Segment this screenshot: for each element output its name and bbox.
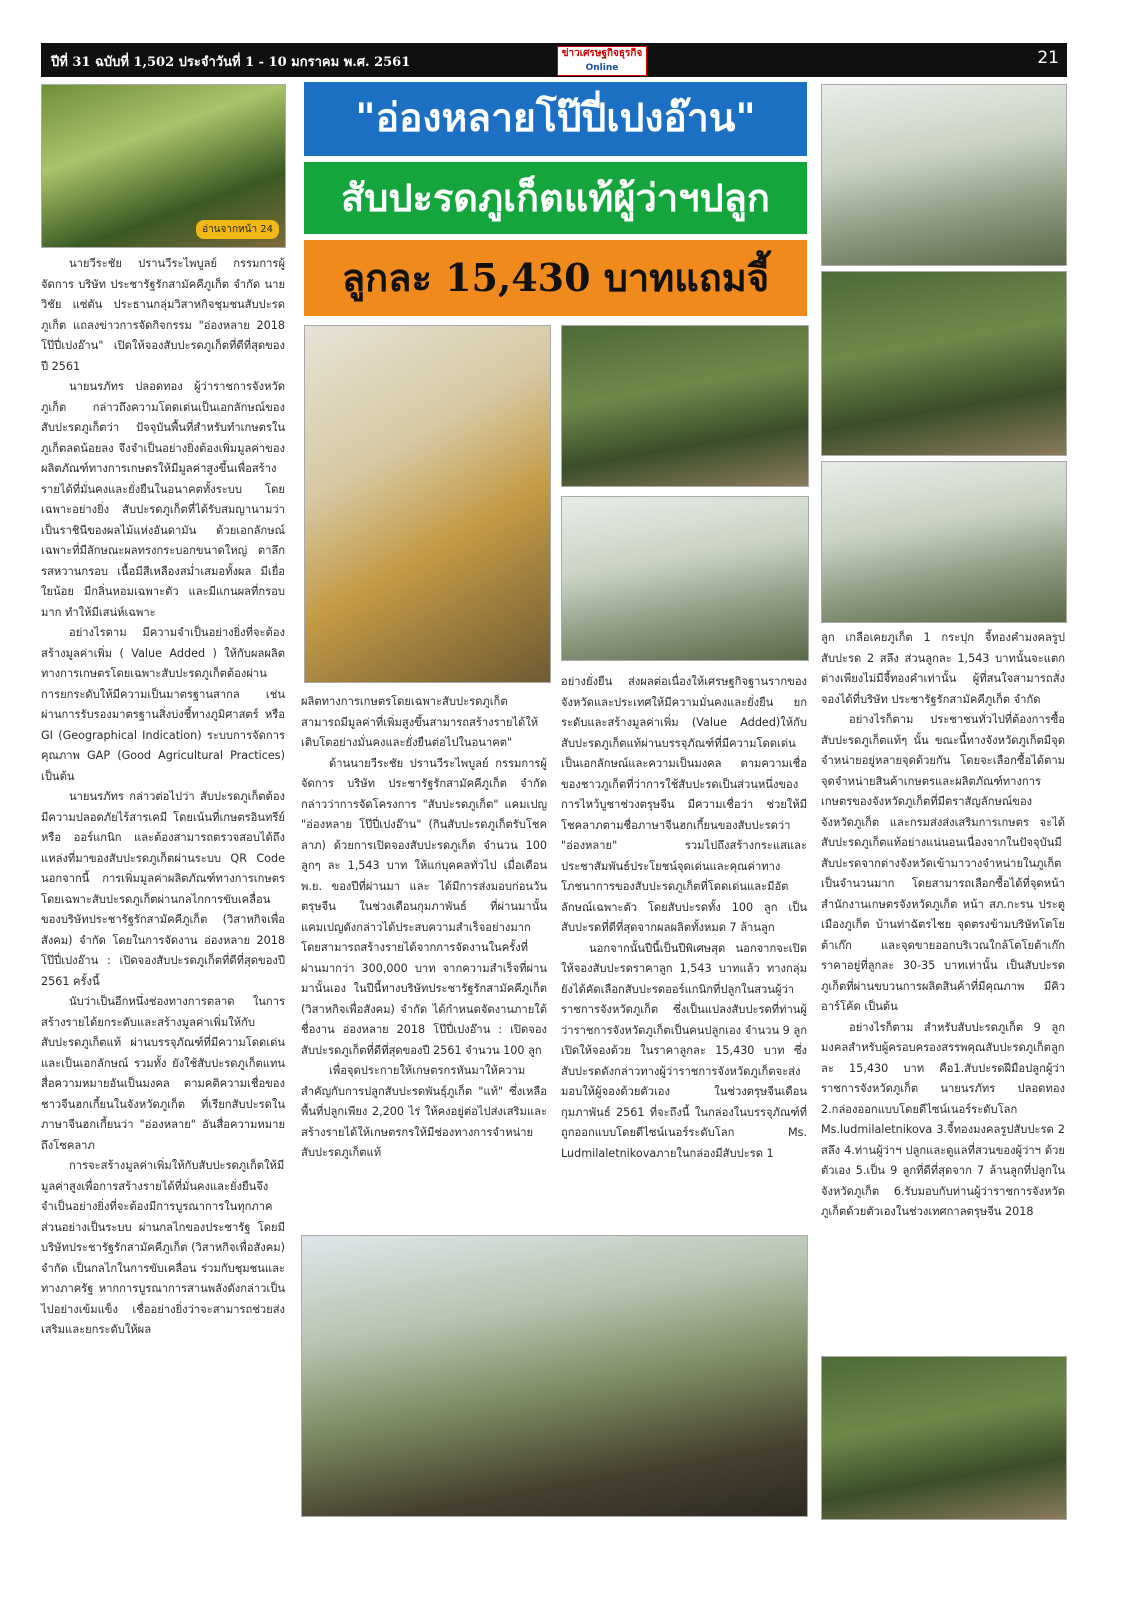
headline-line3: ลูกละ 15,430 บาทแถมจี้ xyxy=(304,240,807,316)
logo-text: ข่าวเศรษฐกิจธุรกิจ xyxy=(561,48,643,59)
paragraph: อย่างไรก็ตาม สำหรับสับปะรดภูเก็ต 9 ลูกมงคลสำหรับผู้ครอบครองสรรพคุณสับปะรดภูเก็ตลูกละ 15,430 บาท คือ1.สับปะรดฝีมือปลูกผู้ว่าราชการจังหวัดภูเก็ต นายนรภัทร ปลอดทอง 2.กล่องออกแบบโดยดีไซน์เนอร์ระดับโลก Ms.ludmilaletnikova 3.จี้ทองมงคลรูปสับปะรด 2 สลึง 4.ท่านผู้ว่าฯ ปลูกและดูแลที่สวนของผู้ว่าฯ ด้วยตัวเอง 5.เป็น 9 ลูกที่ดีที่สุดจาก 7 ล้านลูกที่ปลูกในจังหวัดภูเก็ต 6.รับมอบกับท่านผู้ว่าราชการจังหวัดภูเก็ตด้วยตัวเองในช่วงเทศกาลตรุษจีน 2018 xyxy=(821,1020,1065,1218)
newspaper-logo xyxy=(557,46,647,76)
headline-line1: "อ่องหลายโป๊ปี่เปงอ๊าน" xyxy=(304,82,807,156)
photo-pineapple-table xyxy=(561,496,809,661)
paragraph: อย่างยั่งยืน ส่งผลต่อเนื่องให้เศรษฐกิจฐานรากของจังหวัดและประเทศให้มีความมั่นคงและยั่งยืน ยกระดับและสร้างมูลค่าเพิ่ม (Value Added)ให้กับสับปะรดภูเก็ตแท้ผ่านบรรจุภัณฑ์ที่มีความโดดเด่นเป็นเอกลักษณ์และความเป็นมงคล ตามความเชื่อของชาวภูเก็ตที่ว่าการใช้สับปะรดเป็นส่วนหนึ่งของการไหว้บูชาช่วงตรุษจีน มีความเชื่อว่า ช่วยให้มีโชคลาภตามชื่อภาษาจีนฮกเกี้ยนของสับปะรดว่า "อ่องหลาย" รวมไปถึงสร้างกระแสและประชาสัมพันธ์ประโยชน์จุดเด่นและคุณค่าทางโภชนาการของสับปะรดภูเก็ตที่โดดเด่นและมีอัตลักษณ์เฉพาะตัว โดยสับปะรดทั้ง 100 ลูก เป็นสับปะรดที่ดีที่สุดจากผลผลิตทั้งหมด 7 ล้านลูก xyxy=(561,675,807,934)
paragraph: ด้านนายวีระชัย ปรานวีระไพบูลย์ กรรมการผู้จัดการ บริษัท ประชารัฐรักสามัคคีภูเก็ต จำกัด กล่าวว่าการจัดโครงการ "สับปะรดภูเก็ต" แคมเปญ "อ่องหลาย โป๊ปี่เปงอ๊าน" (กินสับปะรดภูเก็ตรับโชคลาภ) ด้วยการเปิดจองสับปะรดภูเก็ต จำนวน 100 ลูกๆ ละ 1,543 บาท ให้แก่บุคคลทั่วไป เมื่อเดือนพ.ย. ของปีที่ผ่านมา และ ได้มีการส่งมอบก่อนวันตรุษจีน ในช่วงเดือนกุมภาพันธ์ ที่ผ่านมานั้นแคมเปญดังกล่าวได้ประสบความสำเร็จอย่างมาก โดยสามารถสร้างรายได้จากการจัดงานในครั้งที่ผ่านมากว่า 300,000 บาท จากความสำเร็จที่ผ่านมานั้นเอง ในปีนี้ทางบริษัทประชารัฐรักสามัคคีภูเก็ต (วิสาหกิจเพื่อสังคม) จำกัด ได้กำหนดจัดงานภายใต้ชื่องาน อ่องหลาย 2018 โป๊ปี่เปงอ๊าน : เปิดจองสับปะรดภูเก็ตที่ดีที่สุดของปี 2561 จำนวน 100 ลูก xyxy=(301,756,547,1057)
paragraph: เพื่อจุดประกายให้เกษตรกรหันมาให้ความสำคัญกับการปลูกสับปะรดพันธุ์ภูเก็ต "แท้" ซึ่งเหลือพื้นที่ปลูกเพียง 2,200 ไร่ ให้คงอยู่ต่อไปส่งเสริมและสร้างรายได้ให้เกษตรกรให้มีช่องทางการจำหน่ายสับปะรดภูเก็ตแท้ xyxy=(301,1064,547,1159)
paragraph: การจะสร้างมูลค่าเพิ่มให้กับสับปะรดภูเก็ตให้มีมูลค่าสูงเพื่อการสร้างรายได้ที่มั่นคงและยั่งยืนจึงจำเป็นอย่างยิ่งที่จะต้องมีการบูรณาการในทุกภาคส่วนอย่างเป็นระบบ ผ่านกลไกของประชารัฐ โดยมีบริษัทประชารัฐรักสามัคคีภูเก็ต (วิสาหกิจเพื่อสังคม) จำกัด เป็นกลไกในการขับเคลื่อน ร่วมกับชุมชนและทางภาครัฐ หากการบูรณาการสานพลังดังกล่าวเป็นไปอย่างเข้มแข็ง เชื่ออย่างยิ่งว่าจะสามารถช่วยส่งเสริมและยกระดับให้ผล xyxy=(41,1159,285,1336)
paragraph: นายนรภัทร ปลอดทอง ผู้ว่าราชการจังหวัดภูเก็ต กล่าวถึงความโดดเด่นเป็นเอกลักษณ์ของสับปะรดภูเก็ตว่า ปัจจุบันพื้นที่สำหรับทำเกษตรในภูเก็ตลดน้อยลง จึงจำเป็นอย่างยิ่งต้องเพิ่มมูลค่าของผลิตภัณฑ์ทางการเกษตรให้มีมูลค่าสูงขึ้นเพื่อสร้างรายได้ที่มั่นคงและยั่งยืนในอนาคตทั้งระบบ โดยเฉพาะอย่างยิ่ง สับปะรดภูเก็ตที่ได้รับสมญานามว่าเป็นราชินีของผลไม้แห่งอันดามัน ด้วยเอกลักษณ์เฉพาะที่มีลักษณะผลทรงกระบอกขนาดใหญ่ ตาลึก รสหวานกรอบ เนื้อมีสีเหลืองสม่ำเสมอทั้งผล มีเยื่อใยน้อย มีกลิ่นหอมเฉพาะตัว และมีแกนผลที่กรอบมาก ทำให้มีเสน่ห์เฉพาะ xyxy=(41,380,285,619)
photo-pineapple-display-crate xyxy=(304,325,551,683)
page-number: 21 xyxy=(1037,48,1059,68)
paragraph: ลูก เกลือเคยภูเก็ต 1 กระปุก จี้ทองคำมงคลรูปสับปะรด 2 สลึง ส่วนลูกละ 1,543 บาทนั้นจะแตกต่างเพียงไม่มีจี้ทองคำเท่านั้น ผู้ที่สนใจสามารถสั่งจองได้ที่บริษัท ประชารัฐรักสามัคคีภูเก็ต จำกัด xyxy=(821,631,1065,706)
article-column-2 xyxy=(301,692,547,1164)
paragraph: นับว่าเป็นอีกหนึ่งช่องทางการตลาด ในการสร้างรายได้ยกระดับและสร้างมูลค่าเพิ่มให้กับสับปะรดภูเก็ตแท้ ผ่านบรรจุภัณฑ์ที่มีความโดดเด่นและเป็นเอกลักษณ์ รวมทั้ง ยังใช้สับปะรดภูเก็ตแทนสื่อความหมายอันเป็นมงคล ตามคติความเชื่อของชาวจีนฮกเกี้ยนในจังหวัดภูเก็ต ที่เรียกสับปะรดในภาษาจีนฮกเกี้ยนว่า "อ่องหลาย" อันสื่อความหมายถึงโชคลาภ xyxy=(41,995,285,1152)
paragraph: อย่างไรก็ตาม ประชาชนทั่วไปที่ต้องการซื้อสับปะรดภูเก็ตแท้ๆ นั้น ขณะนี้ทางจังหวัดภูเก็ตมีจุดจำหน่ายอยู่หลายจุดด้วยกัน โดยจะเลือกซื้อได้ตามจุดจำหน่ายสินค้าเกษตรและผลิตภัณฑ์ทางการเกษตรของจังหวัดภูเก็ตที่มีตราสัญลักษณ์ของจังหวัดภูเก็ต และกรมส่งส่งเสริมการเกษตร จะได้สับปะรดภูเก็ตแท้อย่างแน่นอนเนื่องจากในปัจจุบันมีสับปะรดจากต่างจังหวัดเข้ามาวางจำหน่ายในภูเก็ตเป็นจำนวนมาก โดยสามารถเลือกซื้อได้ที่จุดหน้าสำนักงานเกษตรจังหวัดภูเก็ต หน้า สภ.กะรน ประตูเมืองภูเก็ต บ้านท่าฉัตรไชย จุดตรงข้ามบริษัทโตโยต้าเก๊ก และจุดขายออกบริเวณใกล้โตโยต้าเก๊ก ราคาอยู่ที่ลูกละ 30-35 บาทเท่านั้น เป็นสับปะรดภูเก็ตที่ผ่านขบวนการผลิตสินค้าที่มีคุณภาพ มีคิวอาร์โค้ด เป็นต้น xyxy=(821,713,1065,1013)
photo-product-booth xyxy=(821,271,1067,456)
article-column-3 xyxy=(561,672,807,1164)
photo-pineapple-stand xyxy=(821,1356,1067,1520)
headline-line2: สับปะรดภูเก็ตแท้ผู้ว่าฯปลูก xyxy=(304,162,807,234)
issue-line: ปีที่ 31 ฉบับที่ 1,502 ประจำวันที่ 1 - 10 มกราคม พ.ศ. 2561 xyxy=(51,55,411,70)
paragraph: นอกจากนั้นปีนี้เป็นปีพิเศษสุด นอกจากจะเปิดให้จองสับปะรดราคาลูก 1,543 บาทแล้ว ทางกลุ่มยังได้คัดเลือกสับปะรดออร์แกนิกที่ปลูกในสวนผู้ว่าราชการจังหวัดภูเก็ต ซึ่งเป็นแปลงสับปะรดที่ท่านผู้ว่าราชการจังหวัดภูเก็ตเป็นคนปลูกเอง จำนวน 9 ลูก เปิดให้จองด้วย ในราคาลูกละ 15,430 บาท ซึ่งสับปะรดดังกล่าวทางผู้ว่าราชการจังหวัดภูเก็ตจะส่งมอบให้ผู้จองด้วยตัวเอง ในช่วงตรุษจีนเดือนกุมภาพันธ์ 2561 ที่จะถึงนี้ ในกล่องในบรรจุภัณฑ์ที่ถูกออกแบบโดยดีไซน์เนอร์ระดับโลก Ms. Ludmilaletnikovaภายในกล่องมีสับปะรด 1 xyxy=(561,941,807,1160)
paragraph: อย่างไรตาม มีความจำเป็นอย่างยิ่งที่จะต้องสร้างมูลค่าเพิ่ม ( Value Added ) ให้กับผลผลิตทางการเกษตรโดยเฉพาะสับปะรดภูเก็ตต้องผ่านการยกระดับให้มีความเป็นมาตรฐานสากล เช่น ผ่านการรับรองมาตรฐานสิ่งบ่งชี้ทางภูมิศาสตร์ หรือ GI (Geographical Indication) ระบบการจัดการคุณภาพ GAP (Good Agricultural Practices) เป็นต้น xyxy=(41,626,285,783)
page-header xyxy=(41,43,1067,77)
logo-sub: Online xyxy=(585,63,619,73)
article-column-1 xyxy=(41,254,285,1341)
photo-event-crowd xyxy=(821,84,1067,266)
photo-officials-pineapple xyxy=(41,84,286,248)
paragraph: ผลิตทางการเกษตรโดยเฉพาะสับปะรดภูเก็ตสามารถมีมูลค่าที่เพิ่มสูงขึ้นสามารถสร้างรายได้ให้เติบโตอย่างมั่นคงและยั่งยืนต่อไปในอนาคต" xyxy=(301,695,539,749)
photo-seated-guests xyxy=(821,461,1067,623)
paragraph: นายวีระชัย ปรานวีระไพบูลย์ กรรมการผู้จัดการ บริษัท ประชารัฐรักสามัคคีภูเก็ต จำกัด นายวิชัย แซ่ตัน ประธานกลุ่มวิสาหกิจชุมชนสับปะรดภูเก็ต แถลงข่าวการจัดกิจกรรม "อ่องหลาย 2018 โป๊ปี่เปงอ๊าน" เปิดให้จองสับปะรดภูเก็ตที่ดีที่สุดของปี 2561 xyxy=(41,257,285,373)
photo-group xyxy=(301,1235,808,1517)
photo-planting-pineapple xyxy=(561,325,809,487)
continued-badge: อ่านจากหน้า 24 xyxy=(196,220,279,239)
paragraph: นายนรภัทร กล่าวต่อไปว่า สับปะรดภูเก็ตต้องมีความปลอดภัยไร้สารเคมี โดยเน้นที่เกษตรอินทรีย์หรือ ออร์แกนิก และต้องสามารถตรวจสอบได้ถึงแหล่งที่มาของสับปะรดภูเก็ตผ่านระบบ QR Code นอกจากนี้ การเพิ่มมูลค่าผลิตภัณฑ์ทางการเกษตรโดยเฉพาะสับปะรดภูเก็ตผ่านกลไกการขับเคลื่อนของบริษัทประชารัฐรักสามัคคีภูเก็ต (วิสาหกิจเพื่อสังคม) จำกัด โดยในการจัดงาน อ่องหลาย 2018 โป๊ปี่เปงอ๊าน : เปิดจองสับปะรดภูเก็ตที่ดีที่สุดของปี 2561 ครั้งนี้ xyxy=(41,790,285,988)
article-column-4 xyxy=(821,628,1065,1223)
